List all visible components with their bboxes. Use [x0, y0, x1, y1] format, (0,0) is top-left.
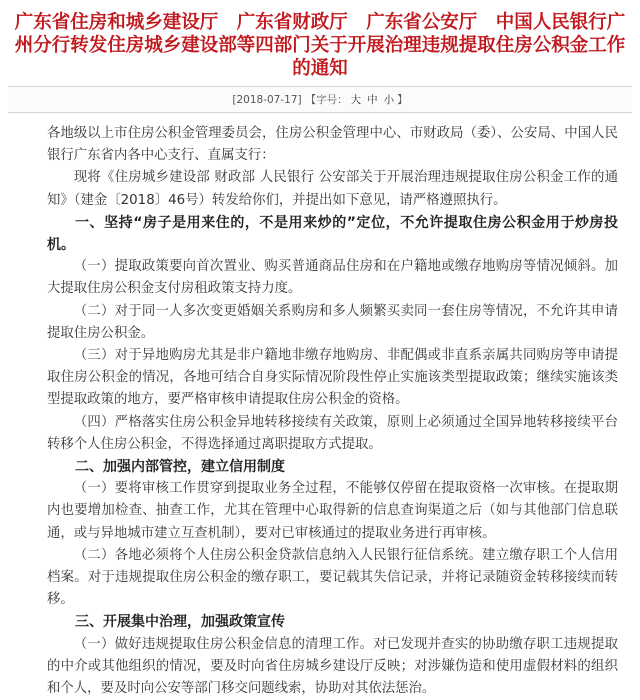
article-body	[47, 123, 618, 700]
font-size-small-link[interactable]: 小	[383, 94, 395, 106]
section-heading: 二、加强内部管控，建立信用制度	[75, 459, 285, 476]
body-paragraph: （三）对于异地购房尤其是非户籍地非缴存地购房、非配偶或非直系亲属共同购房等申请提取住房公积金的情况，各地可结合自身实际情况阶段性停止实施该类型提取政策；继续实施该类型提取政策的地方，要严格审核申请提取住房公积金的资格。	[47, 348, 618, 408]
article-meta-bar	[8, 86, 632, 113]
section-heading: 三、开展集中治理，加强政策宣传	[75, 614, 285, 631]
body-paragraph: （一）要将审核工作贯穿到提取业务全过程，不能够仅停留在提取资格一次审核。在提取期内也要增加检查、抽查工作，尤其在管理中心取得新的信息查询渠道之后（如与其他部门信息联通，或与异地城市建立互查机制），要对已审核通过的提取业务进行再审核。	[47, 481, 618, 541]
body-paragraph: （一）做好违规提取住房公积金信息的清理工作。对已发现并查实的协助缴存职工违规提取的中介或其他组织的情况，要及时向省住房城乡建设厅反映；对涉嫌伪造和使用虚假材料的组织和个人，要及时向公安等部门移交问题线索，协助对其依法惩治。	[47, 636, 618, 697]
salutation-paragraph: 各地级以上市住房公积金管理委员会，住房公积金管理中心、市财政局（委）、公安局、中国人民银行广东省内各中心支行、直属支行：	[47, 126, 618, 164]
section-heading: 一、坚持“房子是用来住的，不是用来炒的”定位，不允许提取住房公积金用于炒房投机。	[47, 214, 618, 254]
font-size-label: 【字号：	[305, 94, 348, 106]
publish-date: [2018-07-17]	[232, 93, 302, 106]
body-paragraph: （二）各地必须将个人住房公积金贷款信息纳入人民银行征信系统。建立缴存职工个人信用档案。对于违规提取住房公积金的缴存职工，要记载其失信记录，并将记录随资金转移接续而转移。	[47, 547, 618, 608]
font-size-close: 】	[397, 94, 408, 106]
font-size-large-link[interactable]: 大	[350, 94, 362, 106]
body-paragraph: （一）提取政策要向首次置业、购买普通商品住房和在户籍地或缴存地购房等情况倾斜。加大提取住房公积金支付房租政策支持力度。	[47, 259, 618, 297]
article-title: 广东省住房和城乡建设厅 广东省财政厅 广东省公安厅 中国人民银行广州分行转发住房城乡建设部等四部门关于开展治理违规提取住房公积金工作的通知	[14, 12, 626, 79]
body-paragraph: （二）对于同一人多次变更婚姻关系购房和多人频繁买卖同一套住房等情况，不允许其申请提取住房公积金。	[47, 303, 618, 341]
body-paragraph: 现将《住房城乡建设部 财政部 人民银行 公安部关于开展治理违规提取住房公积金工作的通知》（建金〔2018〕46号）转发给你们，并提出如下意见，请严格遵照执行。	[47, 170, 618, 208]
body-paragraph: （四）严格落实住房公积金异地转移接续有关政策，原则上必须通过全国异地转移接续平台转移个人住房公积金，不得选择通过离职提取方式提取。	[47, 414, 618, 452]
font-size-medium-link[interactable]: 中	[367, 94, 378, 106]
